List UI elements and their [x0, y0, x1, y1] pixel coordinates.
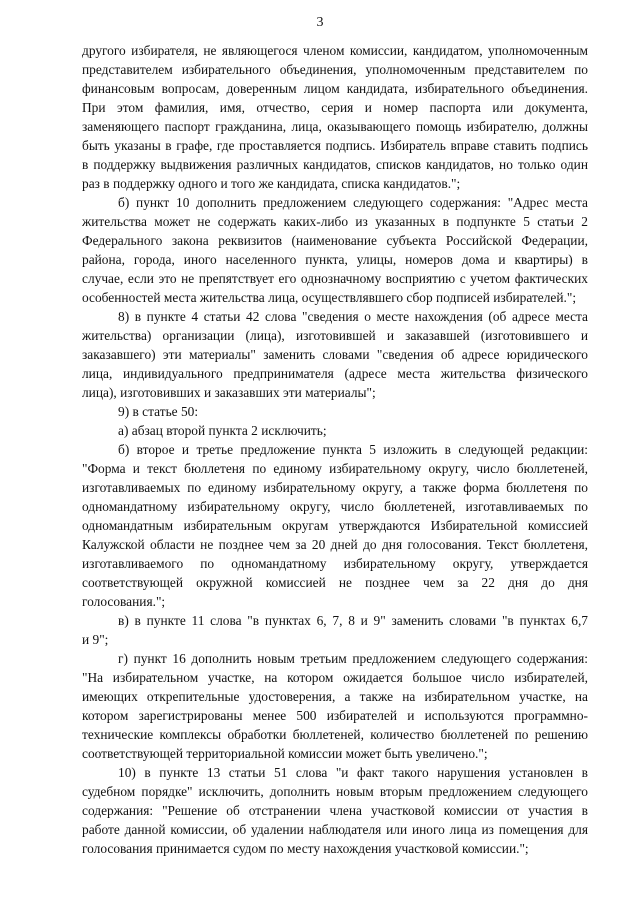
text-line: котором зарегистрированы менее 500 избирателей и используются программно- — [82, 708, 588, 723]
text-line: раз в поддержку одного и того же кандидата, списка кандидатов."; — [82, 176, 461, 191]
text-line: Калужской области не позднее чем за 20 дней до дня голосования. Текст бюллетеня, — [82, 537, 588, 552]
text-line: лица, индивидуального предпринимателя (адресе места жительства физического — [82, 366, 588, 381]
text-line: голосования принимается судом по месту нахождения участковой комиссии."; — [82, 841, 529, 856]
text-line: а) абзац второй пункта 2 исключить; — [118, 423, 327, 438]
text-line: б) второе и третье предложение пункта 5 изложить в следующей редакции: — [118, 442, 588, 457]
text-line: заменяющего паспорт гражданина, лица, оказывающего помощь избирателю, должны — [82, 119, 588, 134]
text-line: жительства) организации (лица), изготовившей и заказавшей (изготовившего и — [82, 328, 588, 343]
text-line: в) в пункте 11 слова "в пунктах 6, 7, 8 и 9" заменить словами "в пунктах 6,7 — [118, 613, 588, 628]
text-line: соответствующей окружной комиссией не позднее чем за 22 дня до дня — [82, 575, 588, 590]
text-line: в поддержку выдвижения различных кандидатов, списков кандидатов, но только один — [82, 157, 588, 172]
text-line: изготавливаемых по единому избирательному округу, а также форма бюллетеня по — [82, 480, 588, 495]
text-line: Федерального закона реквизитов (наименование субъекта Российской Федерации, — [82, 233, 588, 248]
text-line: судебном порядке" исключить, дополнить новым вторым предложением следующего — [82, 784, 588, 799]
page-number: 3 — [316, 15, 324, 30]
text-line: одномандатным избирательным округам утверждаются Избирательной комиссией — [82, 518, 588, 533]
text-line: "Форма и текст бюллетеня по единому избирательному округу, число бюллетеней, — [82, 461, 588, 476]
text-line: заказавшего) эти материалы" заменить словами "сведения об адресе юридического — [82, 347, 588, 362]
text-line: голосования."; — [82, 594, 166, 609]
text-line: соответствующей территориальной комиссии может быть увеличено."; — [82, 746, 488, 761]
text-line: 9) в статье 50: — [118, 404, 199, 419]
text-line: 10) в пункте 13 статьи 51 слова "и факт такого нарушения установлен в — [118, 765, 588, 780]
text-line: содержания: "Решение об отстранении члена участковой комиссии от участия в — [82, 803, 588, 818]
text-line: При этом фамилия, имя, отчество, серия и номер паспорта или документа, — [82, 100, 588, 115]
text-line: одномандатному избирательному округу, число бюллетеней, изготавливаемых по — [82, 499, 588, 514]
text-line: б) пункт 10 дополнить предложением следующего содержания: "Адрес места — [118, 195, 588, 210]
text-line: имеющих открепительные удостоверения, а также на избирательном участке, на — [82, 689, 588, 704]
text-line: работе данной комиссии, об удалении наблюдателя или иного лица из помещения для — [82, 822, 588, 837]
text-line: 8) в пункте 4 статьи 42 слова "сведения о месте нахождения (об адресе места — [118, 309, 588, 324]
text-line: финансовым вопросам, доверенным лицом кандидата, избирательного объединения. — [82, 81, 588, 96]
text-line: случае, если это не препятствует его однозначному восприятию с учетом фактических — [82, 271, 588, 286]
text-line: и 9"; — [82, 632, 109, 647]
text-line: лица), изготовивших и заказавших эти материалы"; — [82, 385, 376, 400]
text-line: особенностей места жительства лица, осуществлявшего сбор подписей избирателей."; — [82, 290, 577, 305]
document-body — [82, 41, 588, 858]
text-line: "На избирательном участке, на котором ожидается большое число избирателей, — [82, 670, 588, 685]
text-line: быть указаны в графе, где проставляется подпись. Избиратель вправе ставить подпись — [82, 138, 588, 153]
text-line: жительства может не содержать каких-либо из указанных в подпункте 5 статьи 2 — [82, 214, 588, 229]
text-line: представителем избирательного объединения, уполномоченным представителем по — [82, 62, 588, 77]
text-line: района, города, иного населенного пункта, улицы, номеров дома и квартиры) в — [82, 252, 588, 267]
text-line: другого избирателя, не являющегося членом комиссии, кандидатом, уполномоченным — [82, 43, 588, 58]
text-line: г) пункт 16 дополнить новым третьим предложением следующего содержания: — [118, 651, 588, 666]
text-line: технические комплексы обработки бюллетеней, количество бюллетеней по решению — [82, 727, 588, 742]
text-line: изготавливаемого по одномандатному избирательному округу, утверждается — [82, 556, 588, 571]
